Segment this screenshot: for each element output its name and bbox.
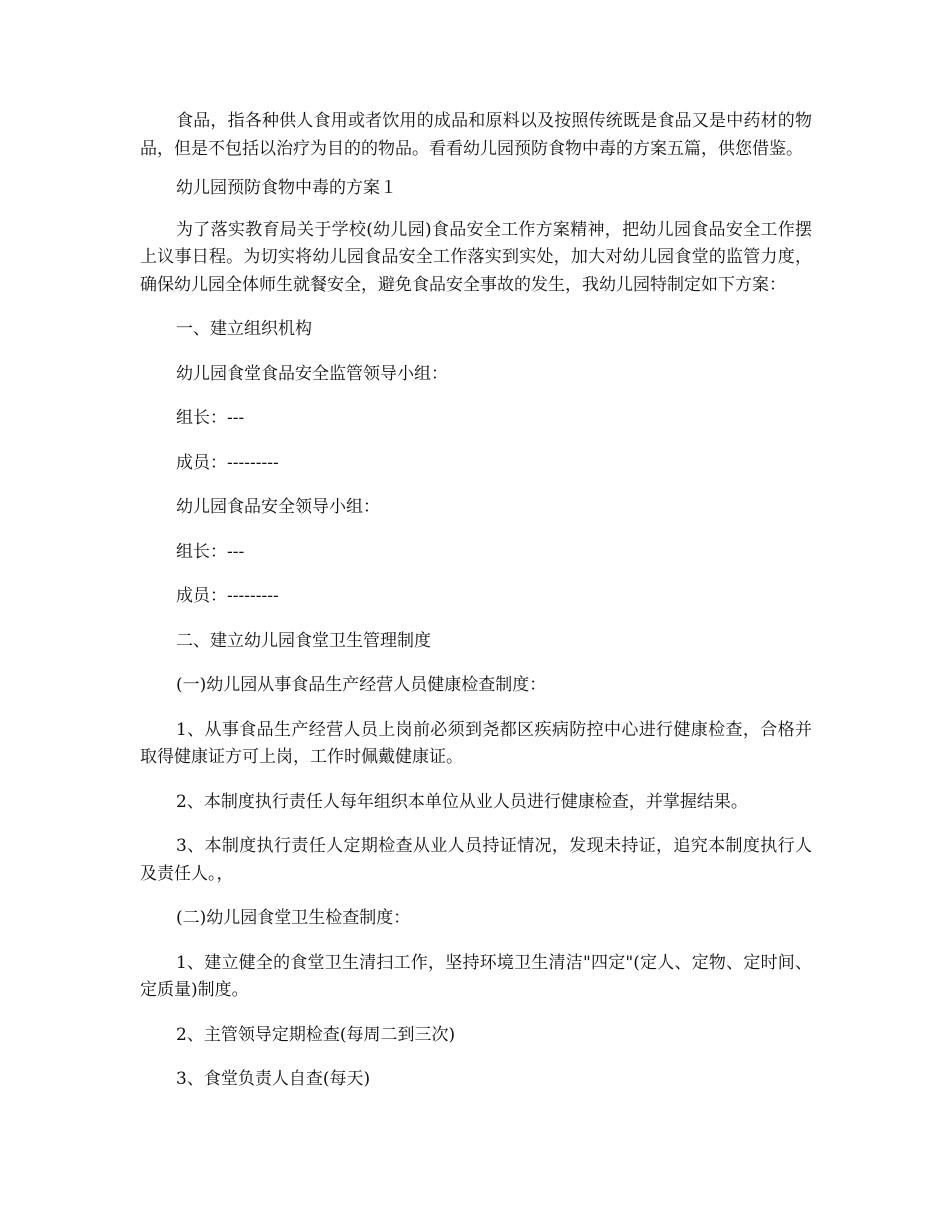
group-leader: 组长：--- [176,541,245,562]
subheading-hygiene-inspection: (二)幼儿园食堂卫生检查制度： [176,908,411,928]
group-members: 成员：--------- [176,452,279,473]
list-item: 2、本制度执行责任人每年组织本单位从业人员进行健康检查，并掌握结果。 [176,791,748,812]
list-item: 3、本制度执行责任人定期检查从业人员持证情况，发现未持证，追究本制度执行人及责任人。， [140,836,812,884]
heading-organization: 一、建立组织机构 [176,319,312,339]
group-members: 成员：--------- [176,586,279,606]
heading-hygiene-system: 二、建立幼儿园食堂卫生管理制度 [176,630,431,651]
group-title-supervision: 幼儿园食堂食品安全监管领导小组： [176,363,448,384]
list-item: 2、主管领导定期检查(每周二到三次) [176,1024,456,1045]
body-paragraph: 为了落实教育局关于学校(幼儿园)食品安全工作方案精神，把幼儿园食品安全工作摆上议事日程。为切实将幼儿园食品安全工作落实到实处，加大对幼儿园食堂的监管力度，确保幼儿园全体师生就餐安全，避免食品安全事故的发生，我幼儿园特制定如下方案： [140,219,812,295]
section-title: 幼儿园预防食物中毒的方案１ [176,178,397,198]
group-title-safety: 幼儿园食品安全领导小组： [176,497,380,517]
list-item: 1、从事食品生产经营人员上岗前必须到尧都区疾病防控中心进行健康检查，合格并取得健康证方可上岗，工作时佩戴健康证。 [140,719,812,767]
subheading-health-check: (一)幼儿园从事食品生产经营人员健康检查制度： [176,675,547,695]
document-body [140,108,812,1094]
intro-paragraph: 食品，指各种供人食用或者饮用的成品和原料以及按照传统既是食品又是中药材的物品，但是不包括以治疗为目的的物品。看看幼儿园预防食物中毒的方案五篇，供您借鉴。 [140,111,812,159]
group-leader: 组长：--- [176,408,245,428]
list-item: 1、建立健全的食堂卫生清扫工作，坚持环境卫生清洁"四定"(定人、定物、定时间、定质量)制度。 [140,952,812,1000]
list-item: 3、食堂负责人自查(每天) [176,1069,371,1089]
